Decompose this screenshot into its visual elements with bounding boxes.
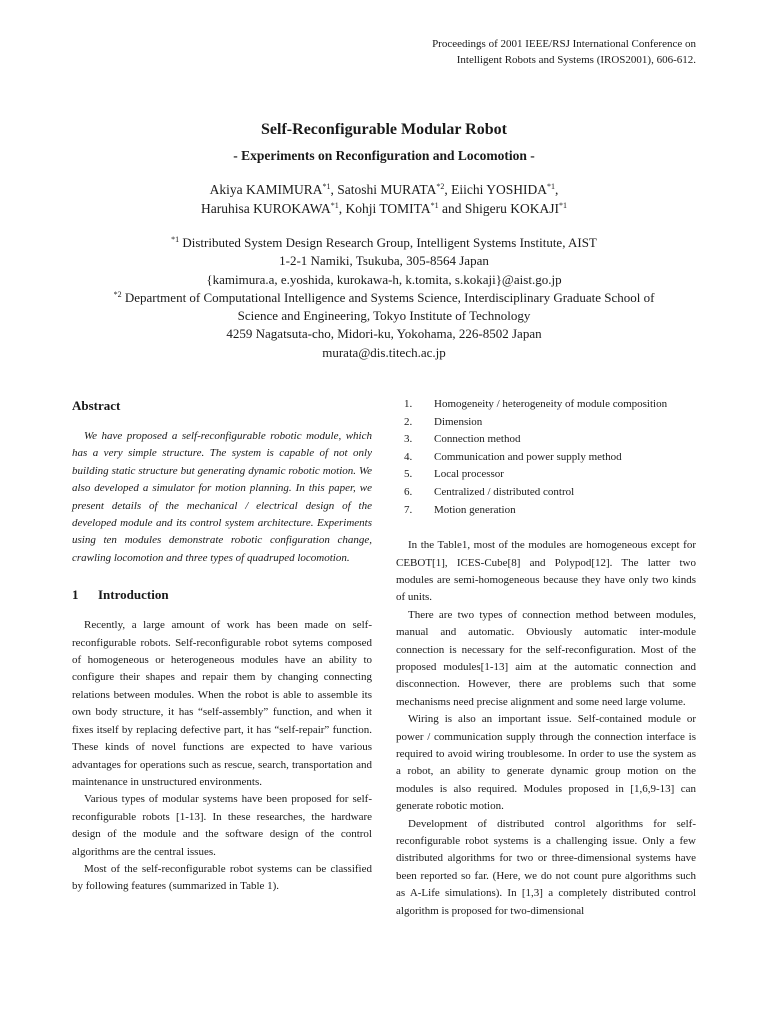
abstract-heading: Abstract: [72, 398, 121, 413]
list-item: 2. Dimension: [404, 415, 483, 428]
author-affil-mark: *1: [546, 182, 555, 191]
list-item: 3. Connection method: [404, 433, 521, 446]
author-name: Eiichi YOSHIDA: [451, 182, 547, 197]
proceedings-header: [366, 36, 696, 68]
intro-paragraph-3: Most of the self-reconfigurable robot systems can be classified by following features (summarized in Table 1).: [72, 862, 372, 893]
introduction-heading: [72, 585, 372, 605]
author-name: Shigeru KOKAJI: [464, 201, 559, 216]
affiliation-2-school: Science and Engineering, Tokyo Institute of Technology: [237, 308, 531, 324]
affiliation-2-email: murata@dis.titech.ac.jp: [322, 344, 446, 360]
list-item: 6. Centralized / distributed control: [404, 485, 575, 498]
proceedings-line-2: Intelligent Robots and Systems (IROS2001), 606-612.: [456, 54, 696, 66]
affiliations: [60, 234, 708, 362]
author-affil-mark: *2: [436, 182, 445, 191]
list-item: 5. Local processor: [404, 468, 504, 481]
author-name: Satoshi MURATA: [337, 182, 437, 197]
intro-paragraph-1: Recently, a large amount of work has been made on self-reconfigurable robots. Self-reconfigurable robot sytems composed of homogeneous or heterogeneous modules have an ability to configure their shapes and repair them by changing connecting relations between modules. When the robot is able to assemble its own body structure, it has “self-assembly” function, and when it fixes itself by replacing defective part, it has “self-repair” function. These kinds of novel functions are expected to have various advantages for operations such as rescue, search, transportation and maintenance in unstructured environments.: [72, 619, 372, 788]
body-paragraph-wiring: Wiring is also an important issue. Self-contained module or power / communication supply through the connection interface is required to avoid wiring troublesome. In order to use the system as a robot, an ability to generate dynamic group motion on the modules is also required. Modules proposed in [1,6,9-13] can generate robotic motion.: [396, 713, 696, 813]
author-name: Haruhisa KUROKAWA: [201, 201, 331, 216]
author-separator: ,: [338, 201, 346, 216]
list-item: 7. Motion generation: [404, 503, 516, 516]
abstract-text: We have proposed a self-reconfigurable robotic module, which has a very simple structure. The system is capable of not only building static structure but generating dynamic robotic motion. We also developed a simulator for motion planning. In this paper, we present details of the mechanical / electrical design of the developed module and its control system architecture. Experiments using ten modules demonstrate robotic configuration change, crawling locomotion and three types of quadruped locomotion.: [72, 430, 372, 564]
affiliation-1-name: $^{*1}$ Distributed System Design Research Group, Intelligent Systems Institute, AIST: [171, 235, 597, 250]
left-column: [72, 396, 372, 896]
author-separator: ,: [444, 182, 452, 197]
author-separator: ,: [554, 182, 559, 197]
paper-subtitle: - Experiments on Reconfiguration and Locomotion -: [233, 148, 535, 163]
affiliation-1-email: {kamimura.a, e.yoshida, kurokawa-h, k.tomita, s.kokaji}@aist.go.jp: [206, 271, 562, 287]
list-item: 4. Communication and power supply method: [404, 450, 622, 463]
author-name: Kohji TOMITA: [345, 201, 431, 216]
affiliation-1-address: 1-2-1 Namiki, Tsukuba, 305-8564 Japan: [279, 253, 489, 269]
introduction-section: [72, 585, 372, 896]
proceedings-line-1: Proceedings of 2001 IEEE/RSJ International Conference on: [432, 38, 696, 50]
feature-list: [396, 396, 696, 519]
author-affil-mark: *1: [322, 182, 331, 191]
author-separator: and: [438, 201, 465, 216]
affiliation-mark: *1: [171, 235, 180, 244]
body-paragraph-table1: In the Table1, most of the modules are homogeneous except for CEBOT[1], ICES-Cube[8] and Polypod[12]. The latter two modules are semi-homogeneous because they have only two kinds of units.: [396, 539, 696, 604]
body-paragraph-connection: There are two types of connection method between modules, manual and automatic. Obviously automatic inter-module connection is necessary for the self-reconfiguration. Most of the proposed modules[1-13] aim at the automatic connection and disconnection. However, there are problems such that some mechanisms need precise alignment and some need large volume.: [396, 608, 696, 708]
author-line-2: [0, 199, 768, 218]
author-line-1: [0, 180, 768, 199]
author-affil-mark: *1: [330, 201, 339, 210]
paper-title: Self-Reconfigurable Modular Robot: [261, 121, 507, 138]
body-paragraph-control: Development of distributed control algorithms for self-reconfigurable robot systems is a challenging issue. Only a few distributed algorithms for two or three-dimensional systems have been reported so far. (Here, we do not count pure algorithms such as A-Life simulations). In [1,3] a completely distributed control algorithm is proposed for two-dimensional: [396, 817, 696, 917]
section-number: 1: [72, 587, 79, 603]
affiliation-2-address: 4259 Nagatsuta-cho, Midori-ku, Yokohama, 226-8502 Japan: [226, 326, 542, 342]
author-separator: ,: [330, 182, 338, 197]
section-title: Introduction: [98, 587, 169, 603]
author-name: Akiya KAMIMURA: [209, 182, 323, 197]
intro-paragraph-2: Various types of modular systems have been proposed for self-reconfigurable robots [1-13]. In these researches, the hardware design of the module and the software design of the control algorithms are the central issues.: [72, 793, 372, 858]
author-affil-mark: *1: [558, 201, 567, 210]
abstract-section: [72, 396, 372, 567]
list-item: 1. Homogeneity / heterogeneity of module composition: [404, 398, 668, 410]
author-list: [0, 180, 768, 218]
author-affil-mark: *1: [430, 201, 439, 210]
right-column: [396, 396, 696, 920]
affiliation-2-name: $^{*2}$ Department of Computational Intelligence and Systems Science, Interdisciplinary Graduate School of: [113, 289, 655, 305]
affiliation-mark: *2: [113, 289, 122, 299]
